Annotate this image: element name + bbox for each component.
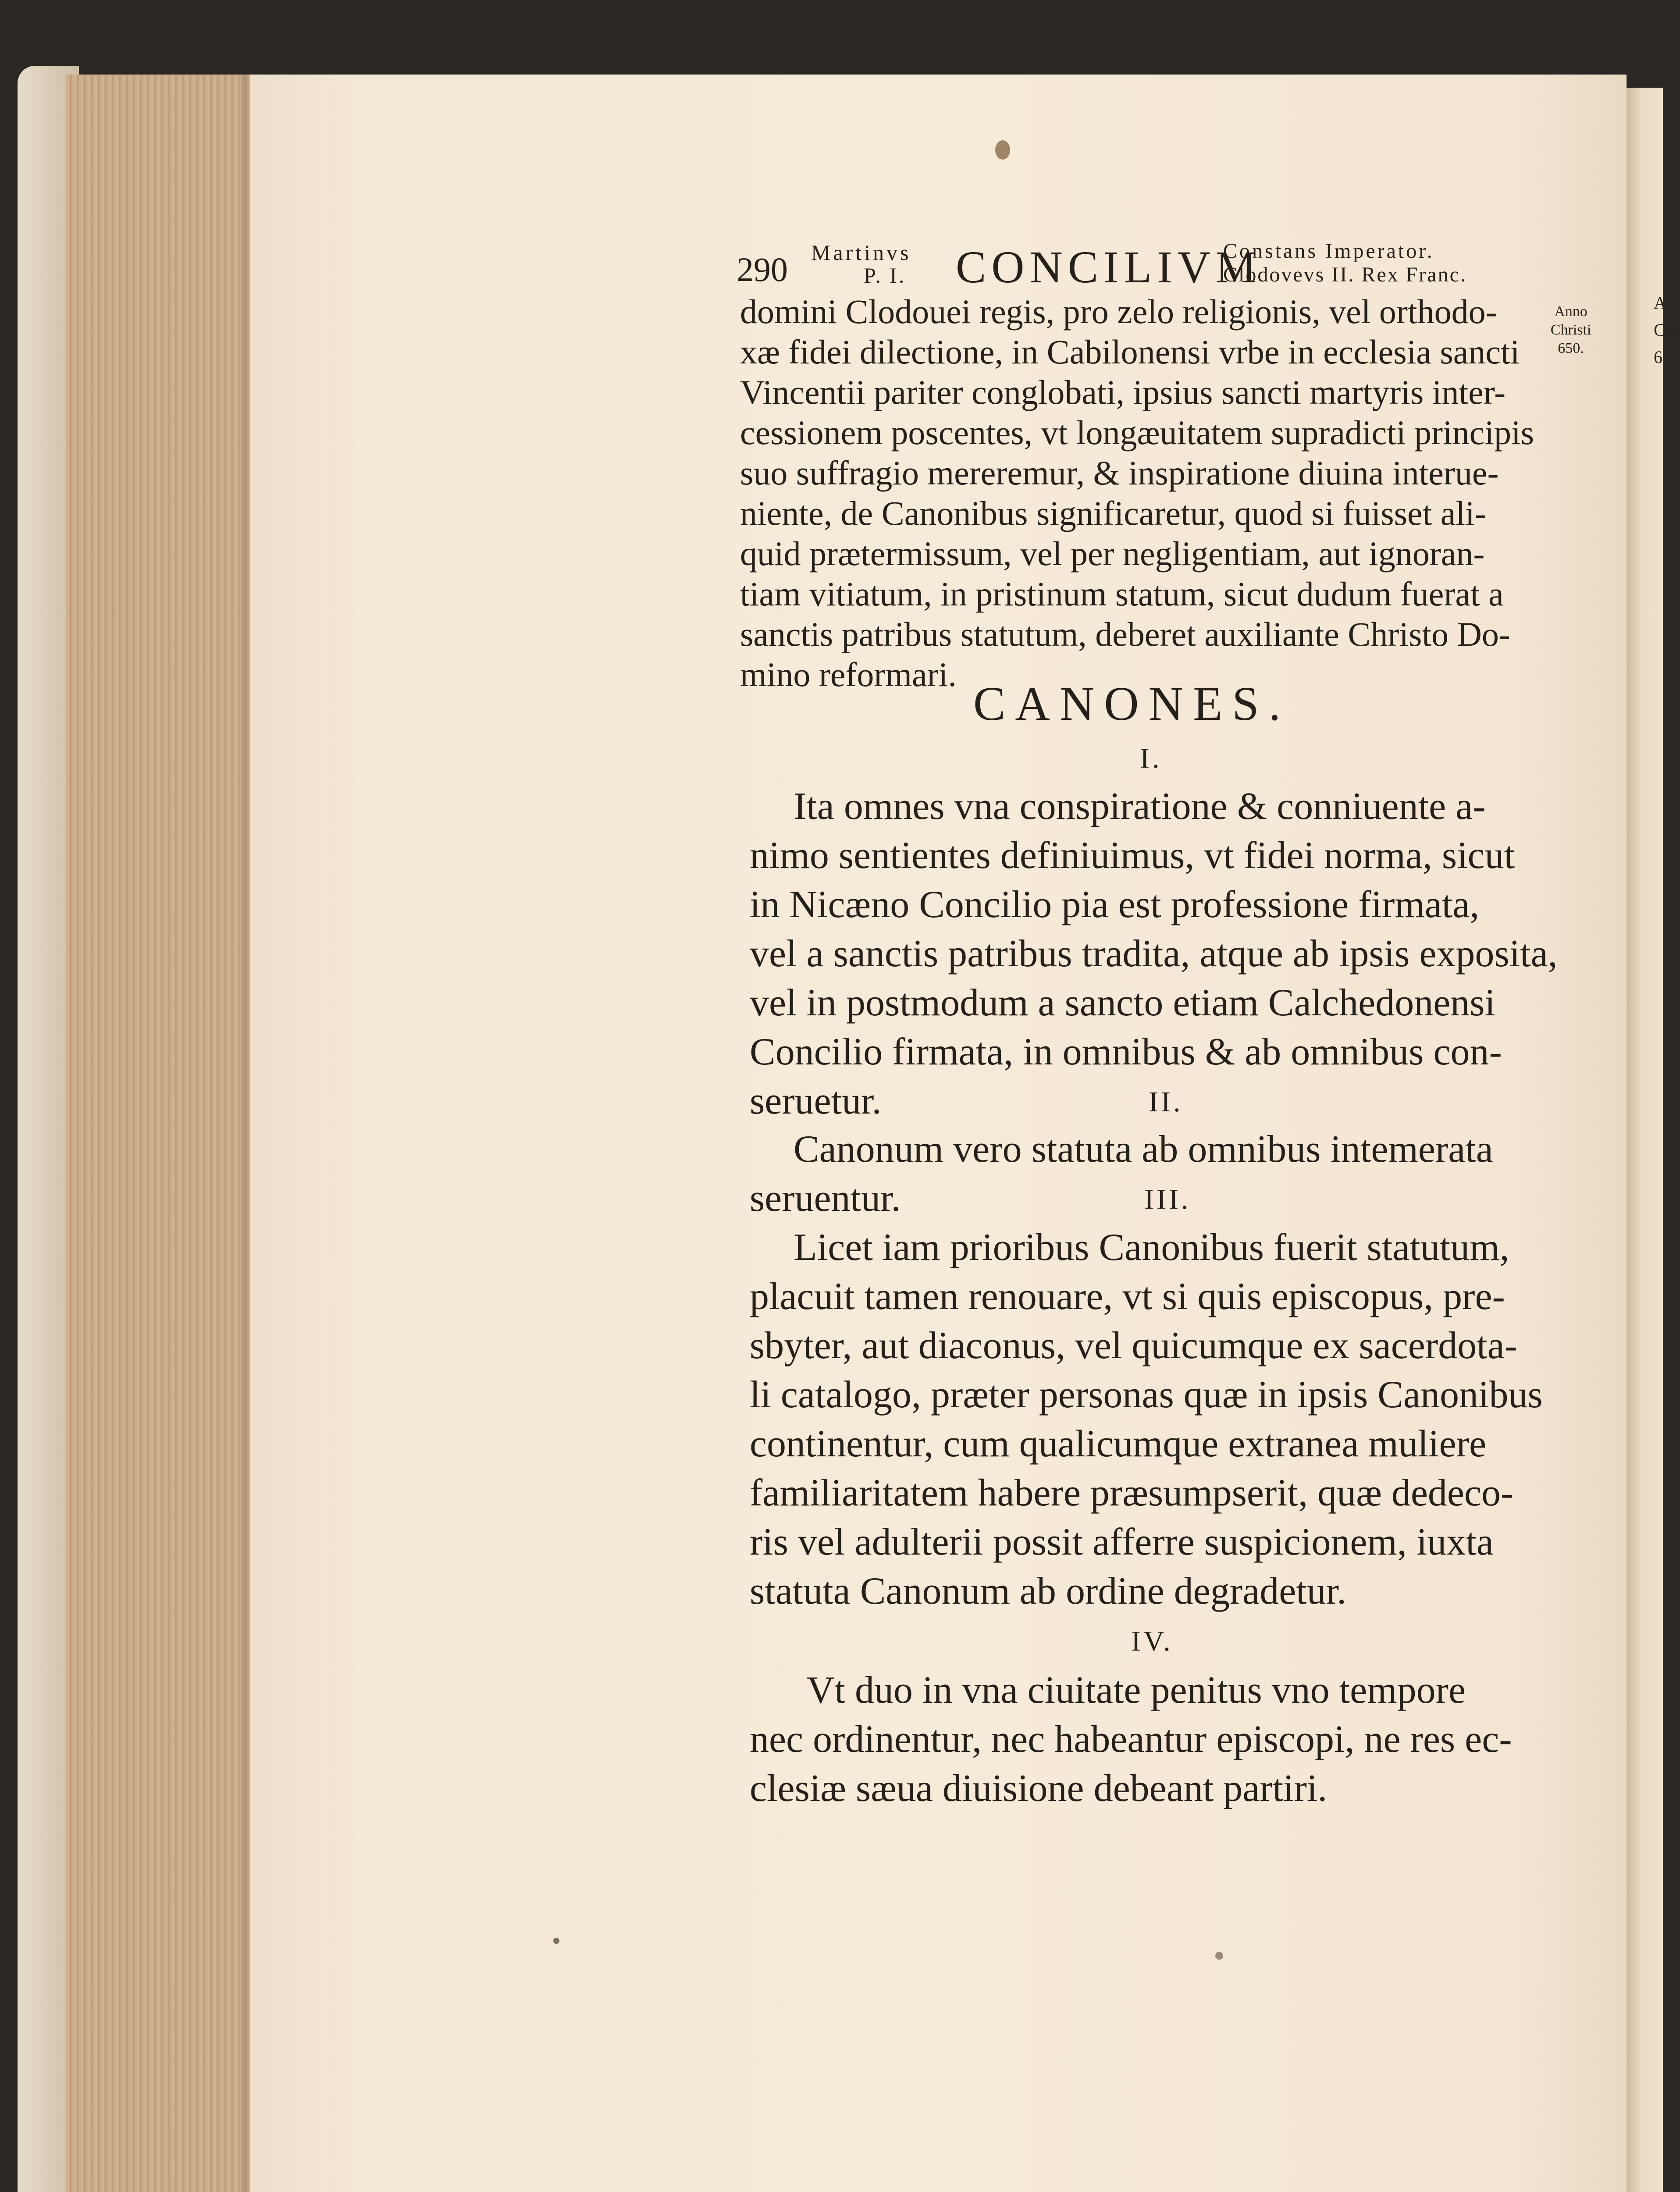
canon-line: Vt duo in vna ciuitate penitus vno tempore (807, 1669, 1466, 1712)
page-block-edge (66, 75, 250, 2192)
canon-numeral: II. (1149, 1086, 1183, 1118)
margin-note-line: Christi (1550, 322, 1591, 338)
intro-line: quid prætermissum, vel per negligentiam, aut ignoran- (740, 534, 1485, 573)
paper-stain (995, 140, 1010, 160)
intro-line: suo suffragio mereremur, & inspiratione diuina interue- (740, 454, 1499, 492)
canon-line: familiaritatem habere præsumpserit, quæ dedeco- (750, 1472, 1514, 1514)
canon-line: continentur, cum qualicumque extranea muliere (750, 1423, 1487, 1465)
canon-line: in Nicæno Concilio pia est professione firmata, (750, 883, 1480, 926)
next-page-edge (1627, 88, 1663, 2192)
header-king: Clodovevs II. Rex Franc. (1223, 263, 1467, 286)
canon-line: placuit tamen renouare, vt si quis episcopus, pre- (750, 1275, 1505, 1318)
canon-line: Canonum vero statuta ab omnibus intemerata (794, 1128, 1493, 1171)
canon-line: Licet iam prioribus Canonibus fuerit statutum, (794, 1226, 1509, 1269)
canon-line: vel a sanctis patribus tradita, atque ab ipsis exposita, (750, 932, 1558, 975)
canon-line: Ita omnes vna conspiratione & conniuente a- (794, 785, 1486, 828)
canon-line: vel in postmodum a sancto etiam Calchedonensi (750, 982, 1495, 1024)
intro-line: mino reformari. (740, 655, 957, 694)
intro-line: sanctis patribus statutum, deberet auxiliante Christo Do- (740, 615, 1510, 653)
canon-line: statuta Canonum ab ordine degradetur. (750, 1570, 1347, 1612)
canon-line: Concilio firmata, in omnibus & ab omnibus con- (750, 1031, 1502, 1073)
canon-line: seruentur. (750, 1177, 901, 1220)
next-page-fragment-line: 6 (1654, 347, 1662, 367)
margin-note-year (1538, 302, 1604, 358)
intro-line: niente, de Canonibus significaretur, quod si fuisset ali- (740, 494, 1486, 532)
margin-note-line: Anno (1554, 303, 1587, 320)
canon-numeral: IV. (1131, 1625, 1173, 1657)
canon-line: clesiæ sæua diuisione debeant partiri. (750, 1767, 1328, 1810)
canon-line: nec ordinentur, nec habeantur episcopi, ne res ec- (750, 1718, 1512, 1761)
margin-note-line: 650. (1558, 340, 1584, 356)
canon-line: li catalogo, præter personas quæ in ipsis Canonibus (750, 1374, 1543, 1416)
header-emperor: Constans Imperator. (1223, 239, 1434, 263)
canon-line: seruetur. (750, 1080, 882, 1122)
paper-speck (553, 1938, 559, 1944)
canon-line: nimo sentientes definiuimus, vt fidei norma, sicut (750, 834, 1515, 877)
canon-numeral: III. (1144, 1183, 1191, 1215)
next-page-fragment-line: A (1654, 293, 1666, 313)
running-title: CONCILIVM (956, 242, 1262, 292)
canon-numeral: I. (1140, 742, 1162, 774)
next-page-fragment-line: Chr (1654, 320, 1680, 340)
next-page-fragment (1654, 289, 1680, 371)
header-pope-number: P. I. (864, 263, 906, 288)
page-number: 290 (737, 250, 788, 288)
page-header (737, 232, 1539, 294)
intro-line: tiam vitiatum, in pristinum statum, sicut dudum fuerat a (740, 575, 1504, 613)
section-heading: CANONES. (973, 677, 1290, 730)
intro-line: cessionem poscentes, vt longæuitatem supradicti principis (740, 413, 1534, 452)
canon-line: sbyter, aut diaconus, vel quicumque ex sacerdota- (750, 1324, 1517, 1367)
canon-line: ris vel adulterii possit afferre suspicionem, iuxta (750, 1521, 1494, 1563)
paper-speck (1215, 1952, 1223, 1960)
header-pope-name: Martinvs (811, 240, 911, 265)
intro-line: Vincentii pariter conglobati, ipsius sancti martyris inter- (740, 373, 1506, 411)
intro-line: domini Clodouei regis, pro zelo religionis, vel orthodo- (740, 292, 1497, 331)
intro-line: xæ fidei dilectione, in Cabilonensi vrbe in ecclesia sancti (740, 333, 1520, 371)
